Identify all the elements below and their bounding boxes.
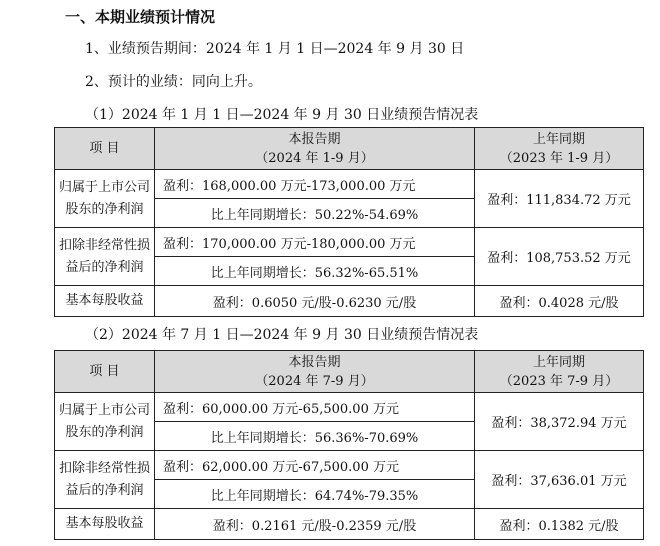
row-item: 基本每股收益 xyxy=(55,509,155,540)
growth-range: 比上年同期增长：56.32%-65.51% xyxy=(155,257,475,286)
row-item: 归属于上市公司股东的净利润 xyxy=(55,170,155,228)
header-item: 项 目 xyxy=(55,351,155,393)
header-current xyxy=(155,351,475,393)
profit-range: 盈利：60,000.00 万元-65,500.00 万元 xyxy=(155,393,475,422)
profit-range: 盈利：62,000.00 万元-67,500.00 万元 xyxy=(155,451,475,480)
prior-value: 盈利：38,372.94 万元 xyxy=(475,393,644,451)
row-item: 基本每股收益 xyxy=(55,286,155,317)
growth-range: 比上年同期增长：64.74%-79.35% xyxy=(155,480,475,509)
prior-value: 盈利：111,834.72 万元 xyxy=(475,170,644,228)
header-item: 项 目 xyxy=(55,128,155,170)
table1-caption: （1）2024 年 1 月 1 日—2024 年 9 月 30 日业绩预告情况表 xyxy=(85,107,479,123)
row-item: 归属于上市公司股东的净利润 xyxy=(55,393,155,451)
header-prior-period: （2023 年 1-9 月） xyxy=(499,150,619,166)
profit-range: 盈利：0.6050 元/股-0.6230 元/股 xyxy=(155,286,475,317)
table1 xyxy=(54,127,644,317)
header-current-period: （2024 年 7-9 月） xyxy=(255,373,374,389)
prior-value: 盈利：37,636.01 万元 xyxy=(475,451,644,509)
prior-value: 盈利：0.1382 元/股 xyxy=(475,509,644,540)
header-prior xyxy=(475,128,644,170)
row-item: 扣除非经常性损益后的净利润 xyxy=(55,451,155,509)
prior-value: 盈利：108,753.52 万元 xyxy=(475,228,644,286)
header-prior-period: （2023 年 7-9 月） xyxy=(499,373,619,389)
forecast-period: 1、业绩预告期间：2024 年 1 月 1 日—2024 年 9 月 30 日 xyxy=(85,41,465,57)
header-prior-label: 上年同期 xyxy=(532,131,585,147)
header-current xyxy=(155,128,475,170)
header-prior xyxy=(475,351,644,393)
header-prior-label: 上年同期 xyxy=(532,354,585,370)
header-current-label: 本报告期 xyxy=(288,354,341,370)
prior-value: 盈利：0.4028 元/股 xyxy=(475,286,644,317)
header-current-period: （2024 年 1-9 月） xyxy=(255,150,374,166)
growth-range: 比上年同期增长：56.36%-70.69% xyxy=(155,422,475,451)
header-current-label: 本报告期 xyxy=(288,131,341,147)
row-item: 扣除非经常性损益后的净利润 xyxy=(55,228,155,286)
section-title: 一、本期业绩预计情况 xyxy=(65,8,216,26)
growth-range: 比上年同期增长：50.22%-54.69% xyxy=(155,199,475,228)
forecast-type: 2、预计的业绩：同向上升。 xyxy=(85,74,262,90)
table2 xyxy=(54,350,644,540)
profit-range: 盈利：168,000.00 万元-173,000.00 万元 xyxy=(155,170,475,199)
profit-range: 盈利：170,000.00 万元-180,000.00 万元 xyxy=(155,228,475,257)
profit-range: 盈利：0.2161 元/股-0.2359 元/股 xyxy=(155,509,475,540)
table2-caption: （2）2024 年 7 月 1 日—2024 年 9 月 30 日业绩预告情况表 xyxy=(85,327,479,343)
